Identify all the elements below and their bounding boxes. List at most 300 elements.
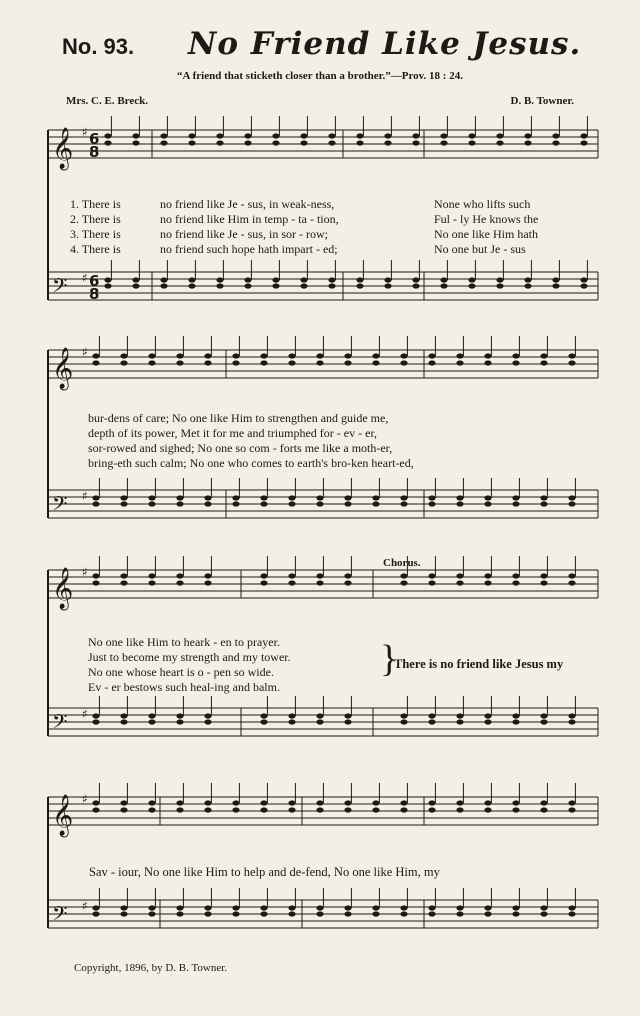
- note-head: [428, 353, 435, 358]
- note-head: [204, 580, 211, 585]
- note-head: [440, 283, 447, 288]
- author-credit: Mrs. C. E. Breck.: [66, 95, 148, 107]
- note-head: [104, 277, 111, 282]
- note-head: [400, 905, 407, 910]
- chorus-line-1: There is no friend like Jesus my: [394, 657, 564, 671]
- note-head: [148, 807, 155, 812]
- note-head: [540, 495, 547, 500]
- note-head: [400, 713, 407, 718]
- note-head: [400, 800, 407, 805]
- note-head: [568, 580, 575, 585]
- note-head: [176, 353, 183, 358]
- note-head: [92, 911, 99, 916]
- note-head: [120, 580, 127, 585]
- note-head: [160, 277, 167, 282]
- note-head: [568, 573, 575, 578]
- note-head: [260, 580, 267, 585]
- note-head: [288, 911, 295, 916]
- note-head: [400, 495, 407, 500]
- note-head: [512, 911, 519, 916]
- note-head: [288, 800, 295, 805]
- note-head: [568, 360, 575, 365]
- note-head: [232, 905, 239, 910]
- verse-2-line-1-b: no friend like Him in temp - ta - tion,: [160, 212, 339, 226]
- note-head: [176, 911, 183, 916]
- verse-4-line-3: Ev - er bestows such heal-ing and balm.: [88, 680, 280, 694]
- note-head: [456, 360, 463, 365]
- note-head: [148, 495, 155, 500]
- note-head: [400, 573, 407, 578]
- note-head: [400, 807, 407, 812]
- note-head: [384, 140, 391, 145]
- note-head: [512, 495, 519, 500]
- note-head: [356, 277, 363, 282]
- note-head: [428, 800, 435, 805]
- note-head: [316, 495, 323, 500]
- note-head: [484, 800, 491, 805]
- note-head: [316, 905, 323, 910]
- note-head: [176, 495, 183, 500]
- note-head: [512, 353, 519, 358]
- note-head: [260, 905, 267, 910]
- note-head: [512, 905, 519, 910]
- note-head: [204, 573, 211, 578]
- note-head: [120, 800, 127, 805]
- note-head: [316, 911, 323, 916]
- note-head: [428, 580, 435, 585]
- note-head: [132, 140, 139, 145]
- note-head: [300, 140, 307, 145]
- note-head: [260, 911, 267, 916]
- note-head: [344, 353, 351, 358]
- note-head: [456, 580, 463, 585]
- sharp-icon: ♯: [82, 489, 88, 503]
- note-head: [484, 905, 491, 910]
- note-head: [428, 719, 435, 724]
- note-head: [372, 911, 379, 916]
- note-head: [356, 133, 363, 138]
- note-head: [92, 573, 99, 578]
- note-head: [512, 580, 519, 585]
- verse-4-line-1-c: No one but Je - sus: [434, 242, 526, 256]
- note-head: [484, 360, 491, 365]
- verse-1-line-1-b: no friend like Je - sus, in weak-ness,: [160, 197, 335, 211]
- note-head: [92, 353, 99, 358]
- note-head: [484, 580, 491, 585]
- verse-2-line-3: Just to become my strength and my tower.: [88, 650, 291, 664]
- verse-1-line-3: No one like Him to heark - en to prayer.: [88, 635, 280, 649]
- note-head: [148, 719, 155, 724]
- note-head: [120, 573, 127, 578]
- note-head: [176, 713, 183, 718]
- note-head: [232, 800, 239, 805]
- note-head: [540, 713, 547, 718]
- note-head: [524, 140, 531, 145]
- note-head: [260, 807, 267, 812]
- epigraph: “A friend that sticketh closer than a brother.”—Prov. 18 : 24.: [177, 70, 463, 82]
- treble-clef-icon: 𝄞: [52, 348, 74, 389]
- note-head: [188, 277, 195, 282]
- note-head: [400, 580, 407, 585]
- note-head: [540, 905, 547, 910]
- note-head: [428, 807, 435, 812]
- note-head: [204, 719, 211, 724]
- note-head: [468, 283, 475, 288]
- note-head: [216, 133, 223, 138]
- note-head: [484, 501, 491, 506]
- note-head: [372, 353, 379, 358]
- note-head: [176, 573, 183, 578]
- note-head: [568, 353, 575, 358]
- note-head: [92, 713, 99, 718]
- note-head: [120, 713, 127, 718]
- note-head: [400, 719, 407, 724]
- verse-3-line-1-a: 3. There is: [70, 227, 121, 241]
- verse-3-line-2: sor-rowed and sighed; No one so com - forts me like a moth-er,: [88, 441, 393, 455]
- note-head: [244, 277, 251, 282]
- note-head: [412, 140, 419, 145]
- note-head: [92, 800, 99, 805]
- note-head: [484, 573, 491, 578]
- note-head: [484, 911, 491, 916]
- note-head: [288, 713, 295, 718]
- treble-clef-icon: 𝄞: [52, 568, 74, 609]
- note-head: [272, 283, 279, 288]
- note-head: [104, 140, 111, 145]
- verse-3-line-1-b: no friend like Je - sus, in sor - row;: [160, 227, 328, 241]
- note-head: [428, 495, 435, 500]
- note-head: [92, 495, 99, 500]
- note-head: [456, 353, 463, 358]
- note-head: [316, 353, 323, 358]
- note-head: [540, 360, 547, 365]
- note-head: [456, 800, 463, 805]
- note-head: [316, 573, 323, 578]
- note-head: [148, 580, 155, 585]
- note-head: [344, 807, 351, 812]
- note-head: [316, 713, 323, 718]
- note-head: [232, 501, 239, 506]
- note-head: [288, 495, 295, 500]
- note-head: [384, 133, 391, 138]
- time-signature: 8: [89, 285, 100, 303]
- note-head: [372, 495, 379, 500]
- note-head: [204, 501, 211, 506]
- note-head: [120, 495, 127, 500]
- verse-1-line-1-c: None who lifts such: [434, 197, 531, 211]
- note-head: [120, 353, 127, 358]
- note-head: [288, 353, 295, 358]
- treble-clef-icon: 𝄞: [52, 795, 74, 836]
- verse-4-line-1-a: 4. There is: [70, 242, 121, 256]
- verse-2-line-2: depth of its power, Met it for me and triumphed for - ev - er,: [88, 426, 377, 440]
- note-head: [328, 277, 335, 282]
- note-head: [400, 353, 407, 358]
- note-head: [92, 905, 99, 910]
- note-head: [316, 360, 323, 365]
- note-head: [540, 573, 547, 578]
- sharp-icon: ♯: [82, 792, 88, 806]
- note-head: [216, 140, 223, 145]
- note-head: [372, 807, 379, 812]
- note-head: [456, 573, 463, 578]
- note-head: [288, 719, 295, 724]
- note-head: [580, 277, 587, 282]
- note-head: [540, 800, 547, 805]
- note-head: [288, 360, 295, 365]
- note-head: [484, 713, 491, 718]
- note-head: [568, 501, 575, 506]
- note-head: [568, 719, 575, 724]
- note-head: [92, 807, 99, 812]
- verse-4-line-2: bring-eth such calm; No one who comes to earth's bro-ken heart-ed,: [88, 456, 414, 470]
- note-head: [148, 353, 155, 358]
- note-head: [176, 501, 183, 506]
- note-head: [328, 283, 335, 288]
- note-head: [344, 911, 351, 916]
- note-head: [540, 580, 547, 585]
- note-head: [132, 283, 139, 288]
- note-head: [160, 133, 167, 138]
- note-head: [440, 277, 447, 282]
- note-head: [148, 905, 155, 910]
- note-head: [260, 360, 267, 365]
- note-head: [120, 501, 127, 506]
- note-head: [344, 713, 351, 718]
- hymn-title: No Friend Like Jesus.: [188, 26, 582, 62]
- note-head: [204, 905, 211, 910]
- note-head: [288, 573, 295, 578]
- note-head: [316, 807, 323, 812]
- note-head: [484, 807, 491, 812]
- note-head: [456, 911, 463, 916]
- note-head: [344, 905, 351, 910]
- note-head: [300, 133, 307, 138]
- note-head: [272, 277, 279, 282]
- note-head: [120, 911, 127, 916]
- note-head: [456, 713, 463, 718]
- note-head: [484, 353, 491, 358]
- note-head: [92, 580, 99, 585]
- sharp-icon: ♯: [82, 707, 88, 721]
- verse-2-line-1-c: Ful - ly He knows the: [434, 212, 539, 226]
- note-head: [456, 495, 463, 500]
- note-head: [496, 133, 503, 138]
- note-head: [148, 911, 155, 916]
- note-head: [496, 140, 503, 145]
- note-head: [428, 905, 435, 910]
- note-head: [568, 713, 575, 718]
- note-head: [204, 353, 211, 358]
- note-head: [440, 140, 447, 145]
- note-head: [412, 283, 419, 288]
- note-head: [260, 713, 267, 718]
- chorus-label: Chorus.: [383, 557, 421, 569]
- bass-clef-icon: 𝄢: [52, 274, 68, 302]
- note-head: [412, 277, 419, 282]
- note-head: [260, 719, 267, 724]
- note-head: [328, 140, 335, 145]
- note-head: [272, 140, 279, 145]
- note-head: [260, 501, 267, 506]
- note-head: [568, 807, 575, 812]
- note-head: [288, 501, 295, 506]
- note-head: [148, 501, 155, 506]
- note-head: [552, 277, 559, 282]
- note-head: [512, 501, 519, 506]
- note-head: [288, 905, 295, 910]
- note-head: [384, 283, 391, 288]
- note-head: [384, 277, 391, 282]
- note-head: [540, 719, 547, 724]
- note-head: [132, 277, 139, 282]
- note-head: [148, 360, 155, 365]
- note-head: [204, 713, 211, 718]
- note-head: [260, 495, 267, 500]
- note-head: [232, 353, 239, 358]
- note-head: [92, 360, 99, 365]
- note-head: [568, 911, 575, 916]
- note-head: [344, 573, 351, 578]
- note-head: [512, 360, 519, 365]
- note-head: [176, 807, 183, 812]
- note-head: [524, 277, 531, 282]
- note-head: [92, 719, 99, 724]
- note-head: [120, 807, 127, 812]
- note-head: [484, 495, 491, 500]
- note-head: [580, 140, 587, 145]
- note-head: [316, 580, 323, 585]
- verse-1-line-1-a: 1. There is: [70, 197, 121, 211]
- note-head: [580, 133, 587, 138]
- note-head: [260, 800, 267, 805]
- note-head: [232, 495, 239, 500]
- note-head: [400, 360, 407, 365]
- note-head: [204, 360, 211, 365]
- note-head: [244, 133, 251, 138]
- note-head: [552, 133, 559, 138]
- note-head: [400, 501, 407, 506]
- note-head: [160, 283, 167, 288]
- note-head: [300, 277, 307, 282]
- note-head: [260, 353, 267, 358]
- note-head: [540, 353, 547, 358]
- note-head: [344, 580, 351, 585]
- note-head: [524, 283, 531, 288]
- note-head: [372, 360, 379, 365]
- note-head: [316, 501, 323, 506]
- note-head: [456, 501, 463, 506]
- note-head: [344, 800, 351, 805]
- note-head: [428, 573, 435, 578]
- note-head: [204, 911, 211, 916]
- note-head: [428, 360, 435, 365]
- note-head: [120, 360, 127, 365]
- note-head: [372, 905, 379, 910]
- note-head: [344, 501, 351, 506]
- note-head: [540, 501, 547, 506]
- note-head: [440, 133, 447, 138]
- note-head: [568, 905, 575, 910]
- note-head: [496, 277, 503, 282]
- note-head: [512, 573, 519, 578]
- note-head: [568, 495, 575, 500]
- note-head: [244, 140, 251, 145]
- note-head: [176, 719, 183, 724]
- note-head: [216, 283, 223, 288]
- note-head: [524, 133, 531, 138]
- note-head: [188, 133, 195, 138]
- copyright-notice: Copyright, 1896, by D. B. Towner.: [74, 962, 228, 974]
- time-signature: 8: [89, 143, 100, 161]
- bass-clef-icon: 𝄢: [52, 492, 68, 520]
- note-head: [372, 800, 379, 805]
- note-head: [580, 283, 587, 288]
- note-head: [356, 283, 363, 288]
- verse-3-line-3: No one whose heart is o - pen so wide.: [88, 665, 274, 679]
- note-head: [132, 133, 139, 138]
- note-head: [232, 807, 239, 812]
- note-head: [176, 905, 183, 910]
- note-head: [328, 133, 335, 138]
- note-head: [568, 800, 575, 805]
- verse-3-line-1-c: No one like Him hath: [434, 227, 538, 241]
- note-head: [552, 140, 559, 145]
- sharp-icon: ♯: [82, 899, 88, 913]
- sharp-icon: ♯: [82, 345, 88, 359]
- time-signature: 6: [89, 130, 100, 148]
- note-head: [148, 573, 155, 578]
- note-head: [344, 360, 351, 365]
- note-head: [244, 283, 251, 288]
- note-head: [232, 360, 239, 365]
- note-head: [188, 283, 195, 288]
- note-head: [92, 501, 99, 506]
- bass-clef-icon: 𝄢: [52, 710, 68, 738]
- note-head: [316, 719, 323, 724]
- note-head: [344, 495, 351, 500]
- treble-clef-icon: 𝄞: [52, 128, 74, 169]
- note-head: [412, 133, 419, 138]
- brace: }: [380, 638, 399, 680]
- sharp-icon: ♯: [82, 125, 88, 139]
- note-head: [204, 495, 211, 500]
- note-head: [148, 713, 155, 718]
- note-head: [176, 800, 183, 805]
- note-head: [428, 911, 435, 916]
- note-head: [148, 800, 155, 805]
- note-head: [176, 360, 183, 365]
- note-head: [468, 140, 475, 145]
- note-head: [260, 573, 267, 578]
- note-head: [540, 807, 547, 812]
- note-head: [300, 283, 307, 288]
- chorus-line-2: Sav - iour, No one like Him to help and de-fend, No one like Him, my: [89, 865, 440, 879]
- note-head: [540, 911, 547, 916]
- note-head: [512, 800, 519, 805]
- note-head: [496, 283, 503, 288]
- verse-1-line-2: bur-dens of care; No one like Him to strengthen and guide me,: [88, 411, 389, 425]
- note-head: [316, 800, 323, 805]
- sharp-icon: ♯: [82, 565, 88, 579]
- note-head: [232, 911, 239, 916]
- note-head: [468, 133, 475, 138]
- note-head: [428, 713, 435, 718]
- hymn-number: No. 93.: [62, 34, 135, 59]
- note-head: [512, 807, 519, 812]
- note-head: [512, 713, 519, 718]
- note-head: [104, 283, 111, 288]
